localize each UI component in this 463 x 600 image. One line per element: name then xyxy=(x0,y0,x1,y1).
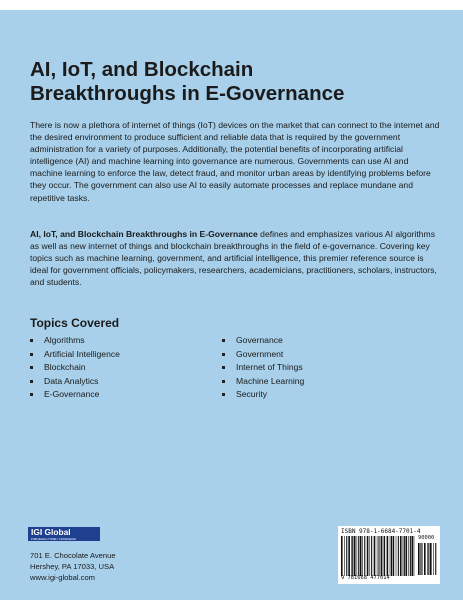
bullet-icon xyxy=(222,353,225,356)
topic-item xyxy=(222,334,304,348)
description-paragraph-1: There is now a plethora of internet of things (IoT) devices on the market that can connect to the internet and the desired environment to produce sufficient and reliable data that is required by the government administration for a variety of purposes. Additionally, the potential benefits of incorporating artificial intelligence (AI) and machine learning into governance are numerous. Governments can use AI and machine learning to enforce the law, detect fraud, and monitor urban areas by identifying problems before they occur. The government can also use AI to easily automate processes and replace mundane and repetitive tasks. xyxy=(30,120,440,203)
bullet-icon xyxy=(222,380,225,383)
barcode-bar xyxy=(391,536,392,576)
barcode-bar xyxy=(369,536,370,576)
barcode-bar xyxy=(358,536,359,576)
logo-tagline: PUBLISHER of TIMELY KNOWLEDGE xyxy=(31,538,76,541)
barcode-bar xyxy=(414,536,415,576)
barcode-bar xyxy=(371,536,372,576)
isbn-number: ISBN 978-1-6684-7701-4 xyxy=(341,528,421,535)
bullet-icon xyxy=(30,380,33,383)
bullet-icon xyxy=(30,339,33,342)
barcode-bar xyxy=(344,536,345,576)
barcode-bar xyxy=(424,543,426,575)
price-code: 90000 xyxy=(418,535,435,541)
topics-list-right xyxy=(222,334,304,402)
barcode-bar xyxy=(383,536,384,576)
bullet-icon xyxy=(222,393,225,396)
logo-name: IGI Global xyxy=(31,527,71,537)
topics-list-left xyxy=(30,334,120,402)
barcode-bar xyxy=(428,543,429,575)
barcode-bar xyxy=(398,536,399,576)
barcode-bar xyxy=(352,536,353,576)
bullet-icon xyxy=(30,393,33,396)
barcode-bar xyxy=(351,536,352,576)
bullet-icon xyxy=(222,339,225,342)
title-line-1: AI, IoT, and Blockchain xyxy=(30,58,254,81)
book-title xyxy=(30,58,440,106)
topic-label: Artificial Intelligence xyxy=(44,348,120,359)
topic-label: Government xyxy=(236,348,284,359)
barcode-bar xyxy=(381,536,383,576)
description-book-title-bold: AI, IoT, and Blockchain Breakthroughs in E-Governance xyxy=(30,229,258,239)
publisher-address xyxy=(30,550,116,583)
price-barcode-bars xyxy=(418,543,438,575)
topic-label: Internet of Things xyxy=(236,362,303,372)
address-city: Hershey, PA 17033, USA xyxy=(30,562,115,571)
publisher-website: www.igi-global.com xyxy=(30,573,95,582)
barcode-bar xyxy=(360,536,362,576)
isbn-barcode xyxy=(338,526,440,584)
igi-global-logo xyxy=(28,527,100,541)
topic-item xyxy=(30,361,120,375)
barcode-bar xyxy=(420,543,421,575)
barcode-bar xyxy=(408,536,409,576)
barcode-bar xyxy=(430,543,432,575)
description-paragraph-2 xyxy=(30,228,440,288)
topic-item xyxy=(222,375,304,389)
barcode-bar xyxy=(421,543,422,575)
topic-label: Security xyxy=(236,389,268,399)
topic-label: Data Analytics xyxy=(44,375,99,386)
barcode-bar xyxy=(406,536,408,576)
barcode-bar xyxy=(354,536,356,576)
barcode-bar xyxy=(400,536,402,576)
topic-item xyxy=(30,348,120,362)
barcode-bar xyxy=(367,536,369,576)
topic-label: Blockchain xyxy=(44,362,86,372)
barcode-bar xyxy=(378,536,379,576)
barcode-bar xyxy=(412,536,414,576)
barcode-bar xyxy=(427,543,428,575)
bullet-icon xyxy=(30,366,33,369)
barcode-bar xyxy=(410,536,411,576)
barcode-bar xyxy=(364,536,365,576)
title-line-2: Breakthroughs in E-Governance xyxy=(30,82,345,105)
description-paragraph-2-text: defines and emphasizes various AI algorithms as well as new internet of things and blockchain breakthroughs in the field of e-governance. Covering key topics such as machine learning, government, and artificial intelligence, this premier reference source is ideal for government officials, policymakers, researchers, academicians, practitioners, scholars, instructors, and students. xyxy=(30,229,437,288)
ean-barcode-bars xyxy=(341,536,415,576)
barcode-bar xyxy=(341,536,343,576)
topic-label: Machine Learning xyxy=(236,375,305,386)
topic-label: E-Governance xyxy=(44,389,100,399)
barcode-bar xyxy=(403,536,404,576)
topic-label: Algorithms xyxy=(44,335,85,345)
address-street: 701 E. Chocolate Avenue xyxy=(30,551,116,560)
top-white-strip xyxy=(0,0,463,10)
barcode-bar xyxy=(357,536,358,576)
topics-heading: Topics Covered xyxy=(30,316,120,330)
barcode-bar xyxy=(362,536,363,576)
topic-item xyxy=(30,388,120,402)
barcode-bar xyxy=(387,536,389,576)
topic-item xyxy=(222,348,304,362)
barcode-bar xyxy=(418,543,420,575)
barcode-bar xyxy=(384,536,385,576)
barcode-bar xyxy=(377,536,378,576)
barcode-bar xyxy=(435,543,436,575)
topic-item xyxy=(222,361,304,375)
barcode-bar xyxy=(396,536,397,576)
topic-item xyxy=(30,334,120,348)
barcode-bar xyxy=(433,543,434,575)
bullet-icon xyxy=(30,353,33,356)
barcode-bar xyxy=(348,536,350,576)
barcode-bar xyxy=(374,536,376,576)
barcode-bar xyxy=(393,536,395,576)
barcode-bar xyxy=(346,536,347,576)
ean-digits: 9 781668 477014 xyxy=(341,575,390,581)
bullet-icon xyxy=(222,366,225,369)
topic-item xyxy=(30,375,120,389)
topic-label: Governance xyxy=(236,335,283,345)
topic-item xyxy=(222,388,304,402)
barcode-bar xyxy=(390,536,391,576)
barcode-bar xyxy=(404,536,405,576)
